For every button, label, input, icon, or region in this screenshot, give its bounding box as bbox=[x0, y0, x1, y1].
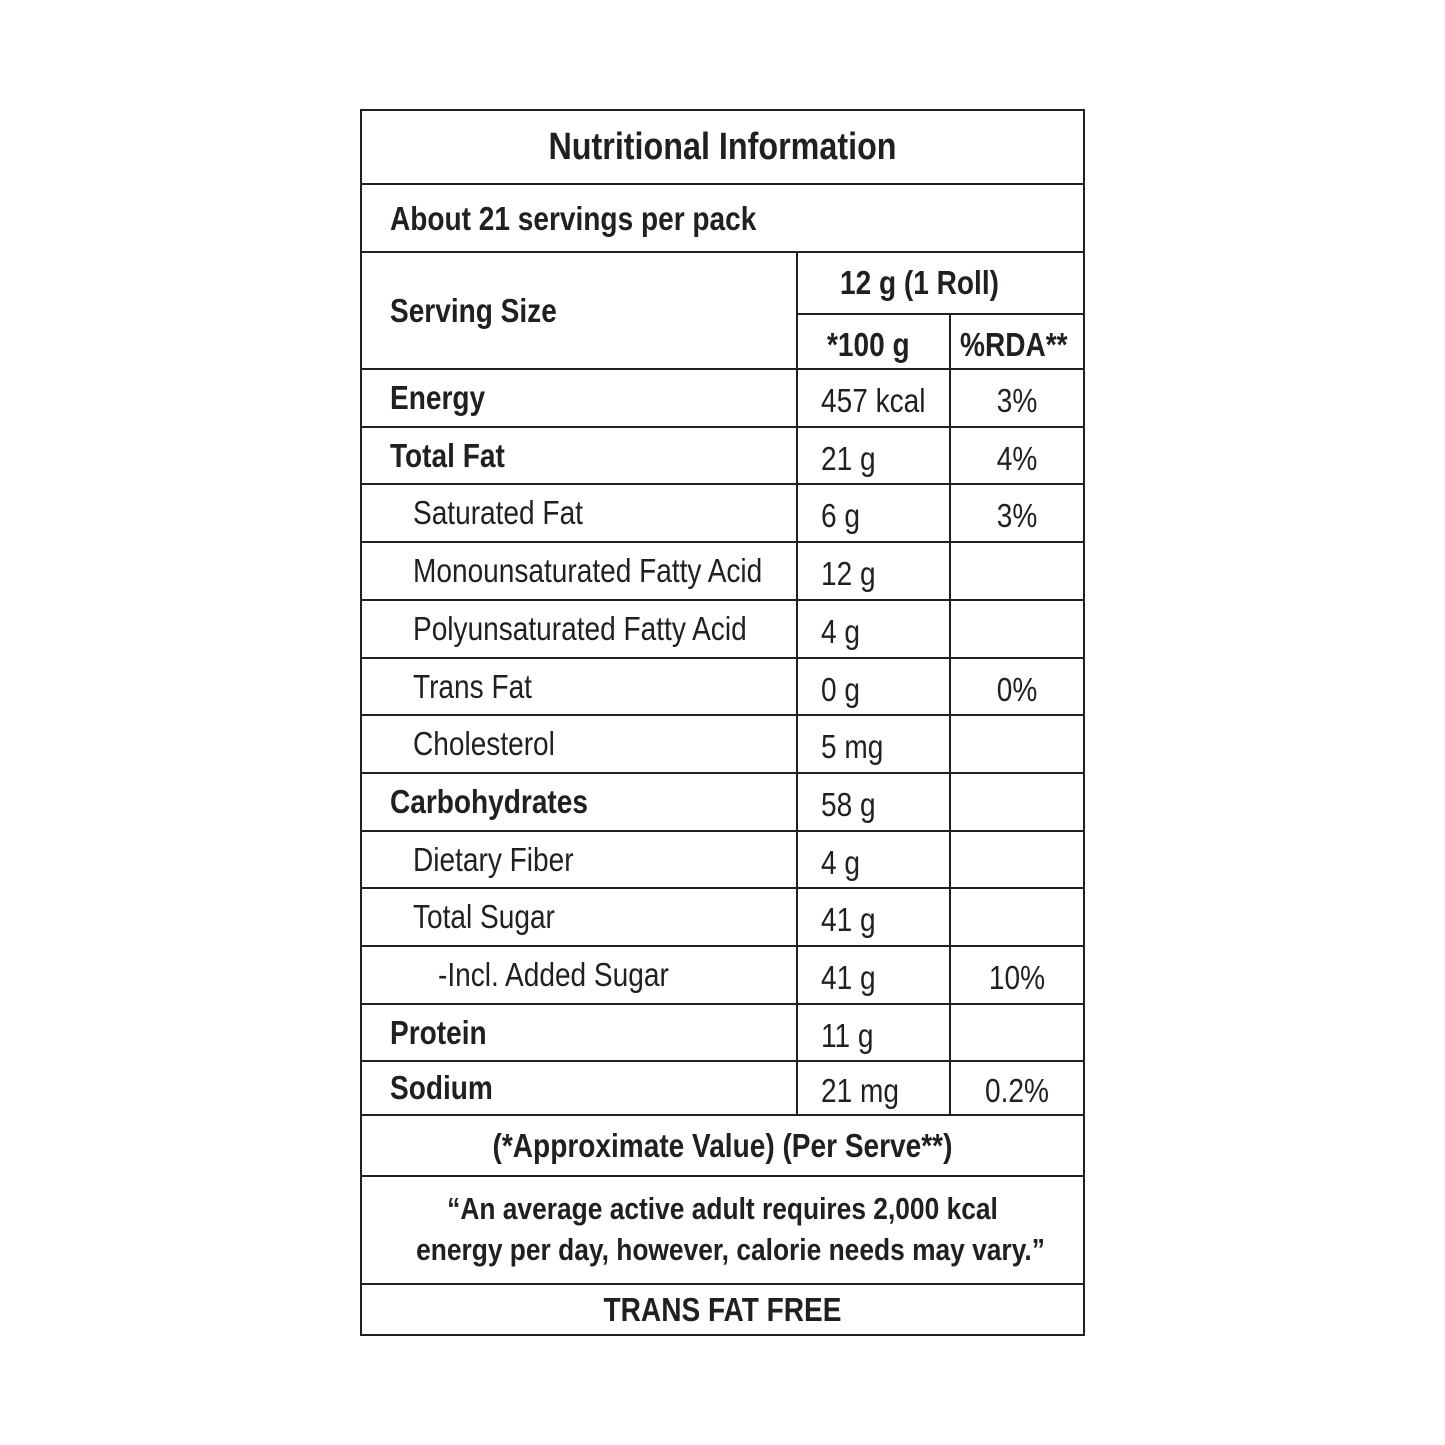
column-divider bbox=[796, 1062, 798, 1114]
nutrient-rda: 3% bbox=[996, 382, 1038, 419]
footnote-row bbox=[362, 1116, 1083, 1177]
nutrient-rda: 0.2% bbox=[985, 1072, 1049, 1109]
per-100g-header: *100 g bbox=[827, 326, 910, 363]
nutrient-value: 4 g bbox=[821, 613, 860, 650]
column-divider bbox=[949, 774, 951, 830]
header-divider-2 bbox=[949, 315, 951, 368]
column-divider bbox=[949, 428, 951, 483]
column-divider bbox=[796, 832, 798, 887]
column-divider bbox=[949, 485, 951, 541]
nutrient-value: 58 g bbox=[821, 786, 876, 823]
header-subdivider bbox=[796, 313, 1083, 315]
nutrient-row bbox=[362, 1062, 1083, 1116]
column-divider bbox=[796, 889, 798, 945]
nutrient-value: 0 g bbox=[821, 671, 860, 708]
approximate-value-note: (*Approximate Value) (Per Serve**) bbox=[492, 1127, 953, 1164]
nutrient-name: Carbohydrates bbox=[390, 783, 588, 820]
column-divider bbox=[949, 1005, 951, 1060]
column-divider bbox=[949, 716, 951, 772]
rda-header: %RDA** bbox=[960, 326, 1068, 363]
servings-per-pack: About 21 servings per pack bbox=[390, 200, 757, 237]
column-divider bbox=[949, 1062, 951, 1114]
nutrient-name: -Incl. Added Sugar bbox=[438, 956, 669, 993]
nutrient-name: Protein bbox=[390, 1014, 487, 1051]
nutrient-name: Energy bbox=[390, 379, 486, 416]
nutrient-name: Total Fat bbox=[390, 437, 505, 474]
nutrient-rda: 4% bbox=[996, 440, 1038, 477]
nutrient-row bbox=[362, 543, 1083, 601]
nutrient-value: 11 g bbox=[821, 1017, 874, 1054]
header-divider-1 bbox=[796, 253, 798, 368]
claim-row bbox=[362, 1285, 1083, 1334]
column-divider bbox=[796, 1005, 798, 1060]
column-divider bbox=[949, 370, 951, 426]
nutrient-rda: 10% bbox=[988, 959, 1046, 996]
nutrient-value: 41 g bbox=[821, 959, 876, 996]
nutrient-row bbox=[362, 774, 1083, 832]
column-divider bbox=[796, 659, 798, 714]
column-divider bbox=[796, 601, 798, 657]
column-divider bbox=[949, 659, 951, 714]
nutrient-row bbox=[362, 889, 1083, 947]
column-divider bbox=[949, 947, 951, 1003]
title-row bbox=[362, 111, 1083, 185]
nutrient-name: Polyunsaturated Fatty Acid bbox=[413, 610, 747, 647]
nutrient-value: 41 g bbox=[821, 901, 876, 938]
nutrient-name: Dietary Fiber bbox=[413, 841, 574, 878]
advisory-row bbox=[362, 1177, 1083, 1285]
nutrient-row bbox=[362, 947, 1083, 1005]
column-divider bbox=[796, 370, 798, 426]
serving-amount: 12 g (1 Roll) bbox=[840, 264, 999, 301]
serving-size-label: Serving Size bbox=[390, 292, 557, 329]
nutrient-row bbox=[362, 370, 1083, 428]
column-divider bbox=[796, 543, 798, 599]
nutrition-facts-table bbox=[360, 109, 1085, 1336]
nutrient-name: Total Sugar bbox=[413, 898, 555, 935]
servings-row bbox=[362, 185, 1083, 253]
nutrient-row bbox=[362, 601, 1083, 659]
nutrient-value: 4 g bbox=[821, 844, 860, 881]
nutrient-row bbox=[362, 716, 1083, 774]
nutrient-value: 457 kcal bbox=[821, 382, 926, 419]
trans-fat-free-claim: TRANS FAT FREE bbox=[603, 1291, 842, 1328]
nutrient-value: 12 g bbox=[821, 555, 876, 592]
nutrient-value: 6 g bbox=[821, 497, 860, 534]
column-divider bbox=[796, 716, 798, 772]
column-divider bbox=[796, 947, 798, 1003]
nutrient-row bbox=[362, 428, 1083, 485]
column-divider bbox=[796, 428, 798, 483]
nutrient-name: Monounsaturated Fatty Acid bbox=[413, 552, 763, 589]
advisory-line-2: energy per day, however, calorie needs may vary.” bbox=[416, 1232, 1045, 1267]
column-divider bbox=[949, 543, 951, 599]
column-divider bbox=[796, 485, 798, 541]
serving-size-header bbox=[362, 253, 1083, 370]
nutrient-rda: 0% bbox=[996, 671, 1038, 708]
column-divider bbox=[949, 832, 951, 887]
nutrient-name: Cholesterol bbox=[413, 725, 555, 762]
nutrient-row bbox=[362, 832, 1083, 889]
nutrient-value: 21 mg bbox=[821, 1072, 899, 1109]
advisory-line-1: “An average active adult requires 2,000 kcal bbox=[447, 1191, 998, 1226]
nutrient-name: Trans Fat bbox=[413, 668, 532, 705]
nutrient-rda: 3% bbox=[996, 497, 1038, 534]
column-divider bbox=[949, 889, 951, 945]
nutrient-name: Saturated Fat bbox=[413, 494, 583, 531]
nutrient-row bbox=[362, 659, 1083, 716]
column-divider bbox=[949, 601, 951, 657]
nutrient-row bbox=[362, 485, 1083, 543]
nutrient-name: Sodium bbox=[390, 1069, 493, 1106]
table-title: Nutritional Information bbox=[548, 126, 897, 168]
nutrient-row bbox=[362, 1005, 1083, 1062]
nutrient-value: 5 mg bbox=[821, 728, 884, 765]
column-divider bbox=[796, 774, 798, 830]
nutrient-value: 21 g bbox=[821, 440, 876, 477]
